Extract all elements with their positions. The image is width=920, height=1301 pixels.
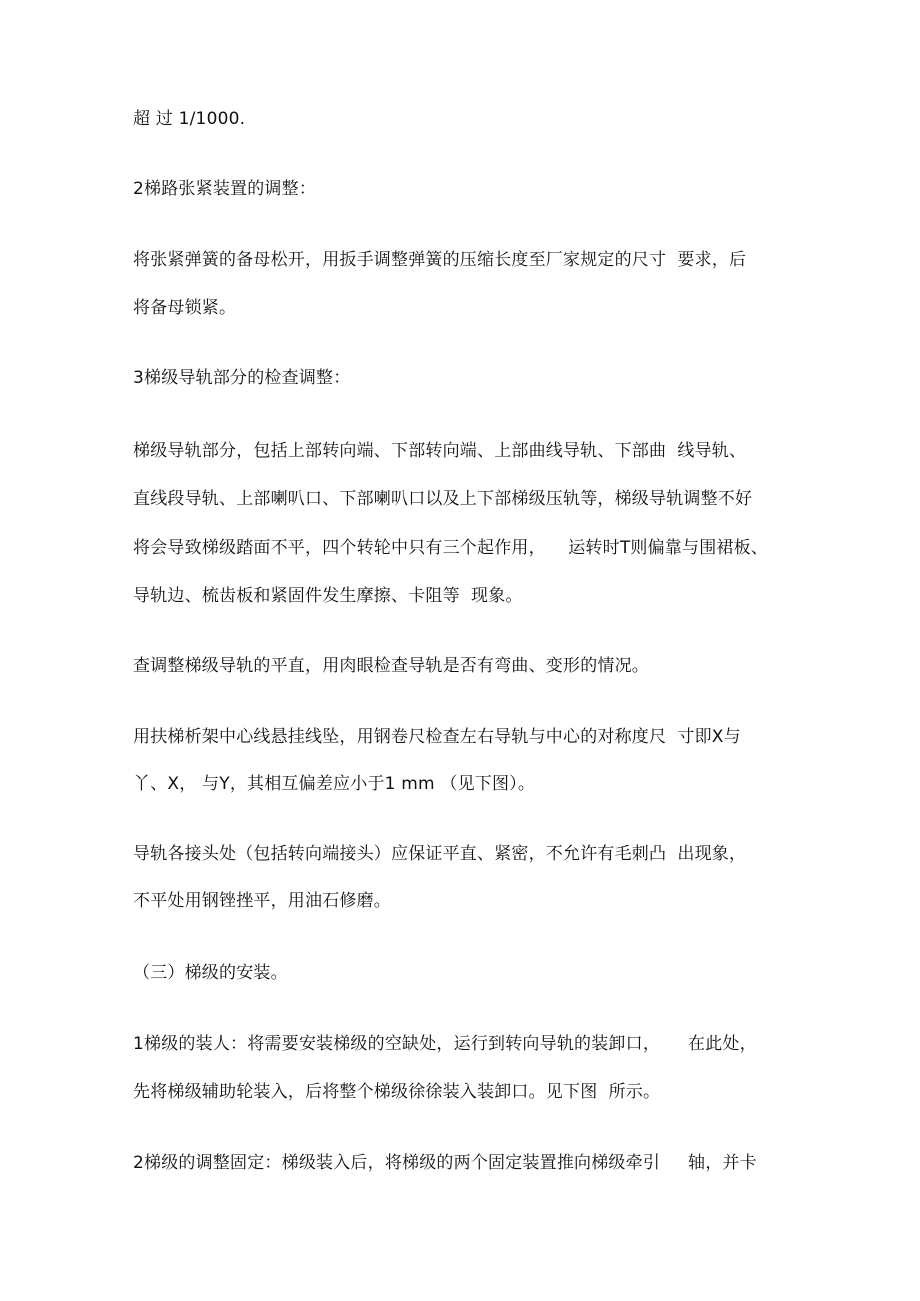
text-line-10: 查调整梯级导轨的平直，用肉眼检查导轨是否有弯曲、变形的情况。 xyxy=(133,656,649,676)
text-line-1: 超 过 1/1000. xyxy=(133,109,246,129)
text-line-6: 梯级导轨部分，包括上部转向端、下部转向端、上部曲线导轨、下部曲 线导轨、 xyxy=(133,441,747,461)
section-heading-step-install: （三）梯级的安装。 xyxy=(133,963,288,983)
text-line-3: 将张紧弹簧的备母松开，用扳手调整弹簧的压缩长度至厂家规定的尺寸 要求，后 xyxy=(133,250,747,270)
text-line-16: 1梯级的装人：将需要安装梯级的空缺处，运行到转向导轨的装卸口， 在此处， xyxy=(133,1034,757,1054)
section-heading-guide-rail: 3梯级导轨部分的检查调整： xyxy=(133,368,351,388)
text-line-7: 直线段导轨、上部喇叭口、下部喇叭口以及上下部梯级压轨等，梯级导轨调整不好 xyxy=(133,489,753,509)
text-line-11: 用扶梯析架中心线悬挂线坠，用钢卷尺检查左右导轨与中心的对称度尺 寸即X与 xyxy=(133,727,741,747)
text-line-8: 将会导致梯级踏面不平，四个转轮中只有三个起作用， 运转时T则偏靠与围裙板、 xyxy=(133,538,768,558)
text-line-9: 导轨边、梳齿板和紧固件发生摩擦、卡阻等 现象。 xyxy=(133,586,523,606)
text-line-17: 先将梯级辅助轮装入，后将整个梯级徐徐装入装卸口。见下图 所示。 xyxy=(133,1082,661,1102)
section-heading-tensioner: 2梯路张紧装置的调整： xyxy=(133,179,317,199)
text-line-12: 丫、X， 与Y，其相互偏差应小于1 mm （见下图）。 xyxy=(133,774,536,794)
text-line-4: 将备母锁紧。 xyxy=(133,298,237,318)
text-line-13: 导轨各接头处（包括转向端接头）应保证平直、紧密，不允许有毛刺凸 出现象， xyxy=(133,844,747,864)
text-line-18: 2梯级的调整固定：梯级装入后，将梯级的两个固定装置推向梯级牵引 轴，并卡 xyxy=(133,1153,757,1173)
text-line-14: 不平处用钢锉挫平，用油石修磨。 xyxy=(133,891,391,911)
